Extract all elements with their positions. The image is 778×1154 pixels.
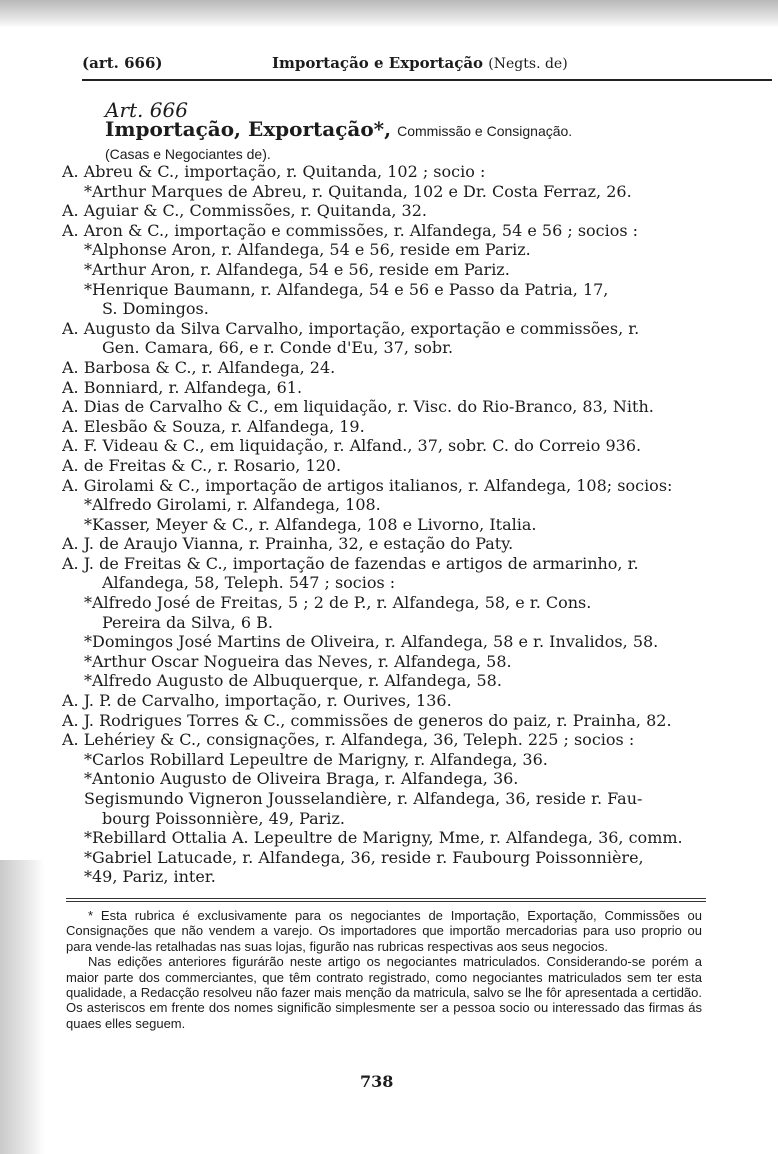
article-number: Art. 666	[105, 98, 188, 122]
entry-line: Gen. Camara, 66, e r. Conde d'Eu, 37, sobr.	[102, 338, 454, 358]
entry-line: *Rebillard Ottalia A. Lepeultre de Marigny, Mme, r. Alfandega, 36, comm.	[84, 828, 683, 848]
header-article-ref: (art. 666)	[82, 54, 163, 72]
footnote-rubrica: * Esta rubrica é exclusivamente para os negociantes de Importação, Exportação, Commissões ou Consignações que não vendem a varejo. Os importadores que importão mercadorias para uso proprio ou para vende-las retalhadas nas suas lojas, figurão nas rubricas respectivas aos seus negocios.	[66, 908, 702, 954]
entry-firm: A. Elesbão & Souza, r. Alfandega, 19.	[62, 416, 365, 436]
header-rule	[82, 79, 772, 81]
entry-firm: A. Bonniard, r. Alfandega, 61.	[62, 377, 303, 397]
header-title	[272, 54, 568, 72]
scan-shadow-left	[0, 860, 44, 1154]
entry-line: *Arthur Oscar Nogueira das Neves, r. Alfandega, 58.	[84, 651, 512, 671]
rubric-casas: (Casas e Negociantes de).	[105, 146, 271, 162]
entry-line: *Kasser, Meyer & C., r. Alfandega, 108 e Livorno, Italia.	[84, 514, 537, 534]
entry-line: *Alfredo José de Freitas, 5 ; 2 de P., r. Alfandega, 58, e r. Cons.	[84, 593, 592, 613]
entry-line: *Gabriel Latucade, r. Alfandega, 36, reside r. Faubourg Poissonnière,	[84, 847, 644, 867]
entry-firm: A. J. P. de Carvalho, importação, r. Ourives, 136.	[62, 691, 452, 711]
entry-line: *Arthur Marques de Abreu, r. Quitanda, 102 e Dr. Costa Ferraz, 26.	[84, 181, 632, 201]
entry-firm: A. J. Rodrigues Torres & C., commissões de generos do paiz, r. Prainha, 82.	[62, 710, 672, 730]
rubric-heading	[105, 117, 572, 141]
entry-firm: A. J. de Araujo Vianna, r. Prainha, 32, e estação do Paty.	[62, 534, 514, 554]
entry-firm: A. Lehériey & C., consignações, r. Alfandega, 36, Teleph. 225 ; socios :	[62, 730, 635, 750]
entry-firm: A. Barbosa & C., r. Alfandega, 24.	[62, 357, 336, 377]
entry-line: S. Domingos.	[102, 299, 209, 319]
entry-firm: A. F. Videau & C., em liquidação, r. Alfand., 37, sobr. C. do Correio 936.	[62, 436, 642, 456]
entry-line: bourg Poissonnière, 49, Pariz.	[102, 808, 345, 828]
header-title-sub: (Negts. de)	[488, 56, 568, 72]
footnote-matricula: Nas edições anteriores figurárão neste artigo os negociantes matriculados. Considerando-se porém a maior parte dos commerciantes, que têm contrato registrado, como negociantes matriculados sem ter esta qualidade, a Redacção resolveu não fazer mais menção da matricula, salvo se lhe fôr apresentada a certidão. Os asteriscos em frente dos nomes significão simplesmente ser a pessoa socio ou interessado das firmas ás quaes elles seguem.	[66, 954, 702, 1031]
entry-firm: A. Aguiar & C., Commissões, r. Quitanda, 32.	[62, 201, 427, 221]
entry-list	[62, 162, 752, 887]
entry-line: *Alphonse Aron, r. Alfandega, 54 e 56, reside em Pariz.	[84, 240, 531, 260]
entry-firm: A. Augusto da Silva Carvalho, importação, exportação e commissões, r.	[62, 318, 640, 338]
entry-line: *Alfredo Augusto de Albuquerque, r. Alfandega, 58.	[84, 671, 502, 691]
running-header	[82, 54, 772, 78]
entry-firm: A. Abreu & C., importação, r. Quitanda, 102 ; socio :	[62, 162, 486, 181]
rubric-subtitle: Commissão e Consignação.	[397, 123, 573, 139]
entry-line: *49, Pariz, inter.	[84, 867, 216, 887]
entry-line: *Arthur Aron, r. Alfandega, 54 e 56, reside em Pariz.	[84, 259, 510, 279]
entry-line: Segismundo Vigneron Jousselandière, r. Alfandega, 36, reside r. Fau-	[84, 789, 643, 808]
footnote-rule-top	[66, 898, 706, 899]
header-title-main: Importação e Exportação	[272, 54, 484, 72]
rubric-title: Importação, Exportação*,	[105, 117, 392, 141]
entry-firm: A. de Freitas & C., r. Rosario, 120.	[62, 455, 342, 475]
scan-shadow-top	[0, 0, 778, 28]
entry-firm: A. Girolami & C., importação de artigos italianos, r. Alfandega, 108; socios:	[62, 475, 673, 495]
page-number: 738	[360, 1072, 394, 1091]
entry-firm: A. Aron & C., importação e commissões, r. Alfandega, 54 e 56 ; socios :	[62, 220, 639, 240]
entry-line: Alfandega, 58, Teleph. 547 ; socios :	[102, 573, 396, 593]
footnote-rule-top-2	[66, 901, 706, 902]
entry-line: *Carlos Robillard Lepeultre de Marigny, r. Alfandega, 36.	[84, 749, 548, 769]
entry-line: *Domingos José Martins de Oliveira, r. Alfandega, 58 e r. Invalidos, 58.	[84, 632, 659, 652]
entry-line: Pereira da Silva, 6 B.	[102, 612, 273, 632]
footnotes	[66, 908, 702, 1031]
entry-line: *Henrique Baumann, r. Alfandega, 54 e 56 e Passo da Patria, 17,	[84, 279, 609, 299]
entry-firm: A. Dias de Carvalho & C., em liquidação, r. Visc. do Rio-Branco, 83, Nith.	[62, 397, 654, 417]
entry-firm: A. J. de Freitas & C., importação de fazendas e artigos de armarinho, r.	[62, 553, 639, 573]
entry-line: *Antonio Augusto de Oliveira Braga, r. Alfandega, 36.	[84, 769, 519, 789]
entry-line: *Alfredo Girolami, r. Alfandega, 108.	[84, 495, 381, 515]
